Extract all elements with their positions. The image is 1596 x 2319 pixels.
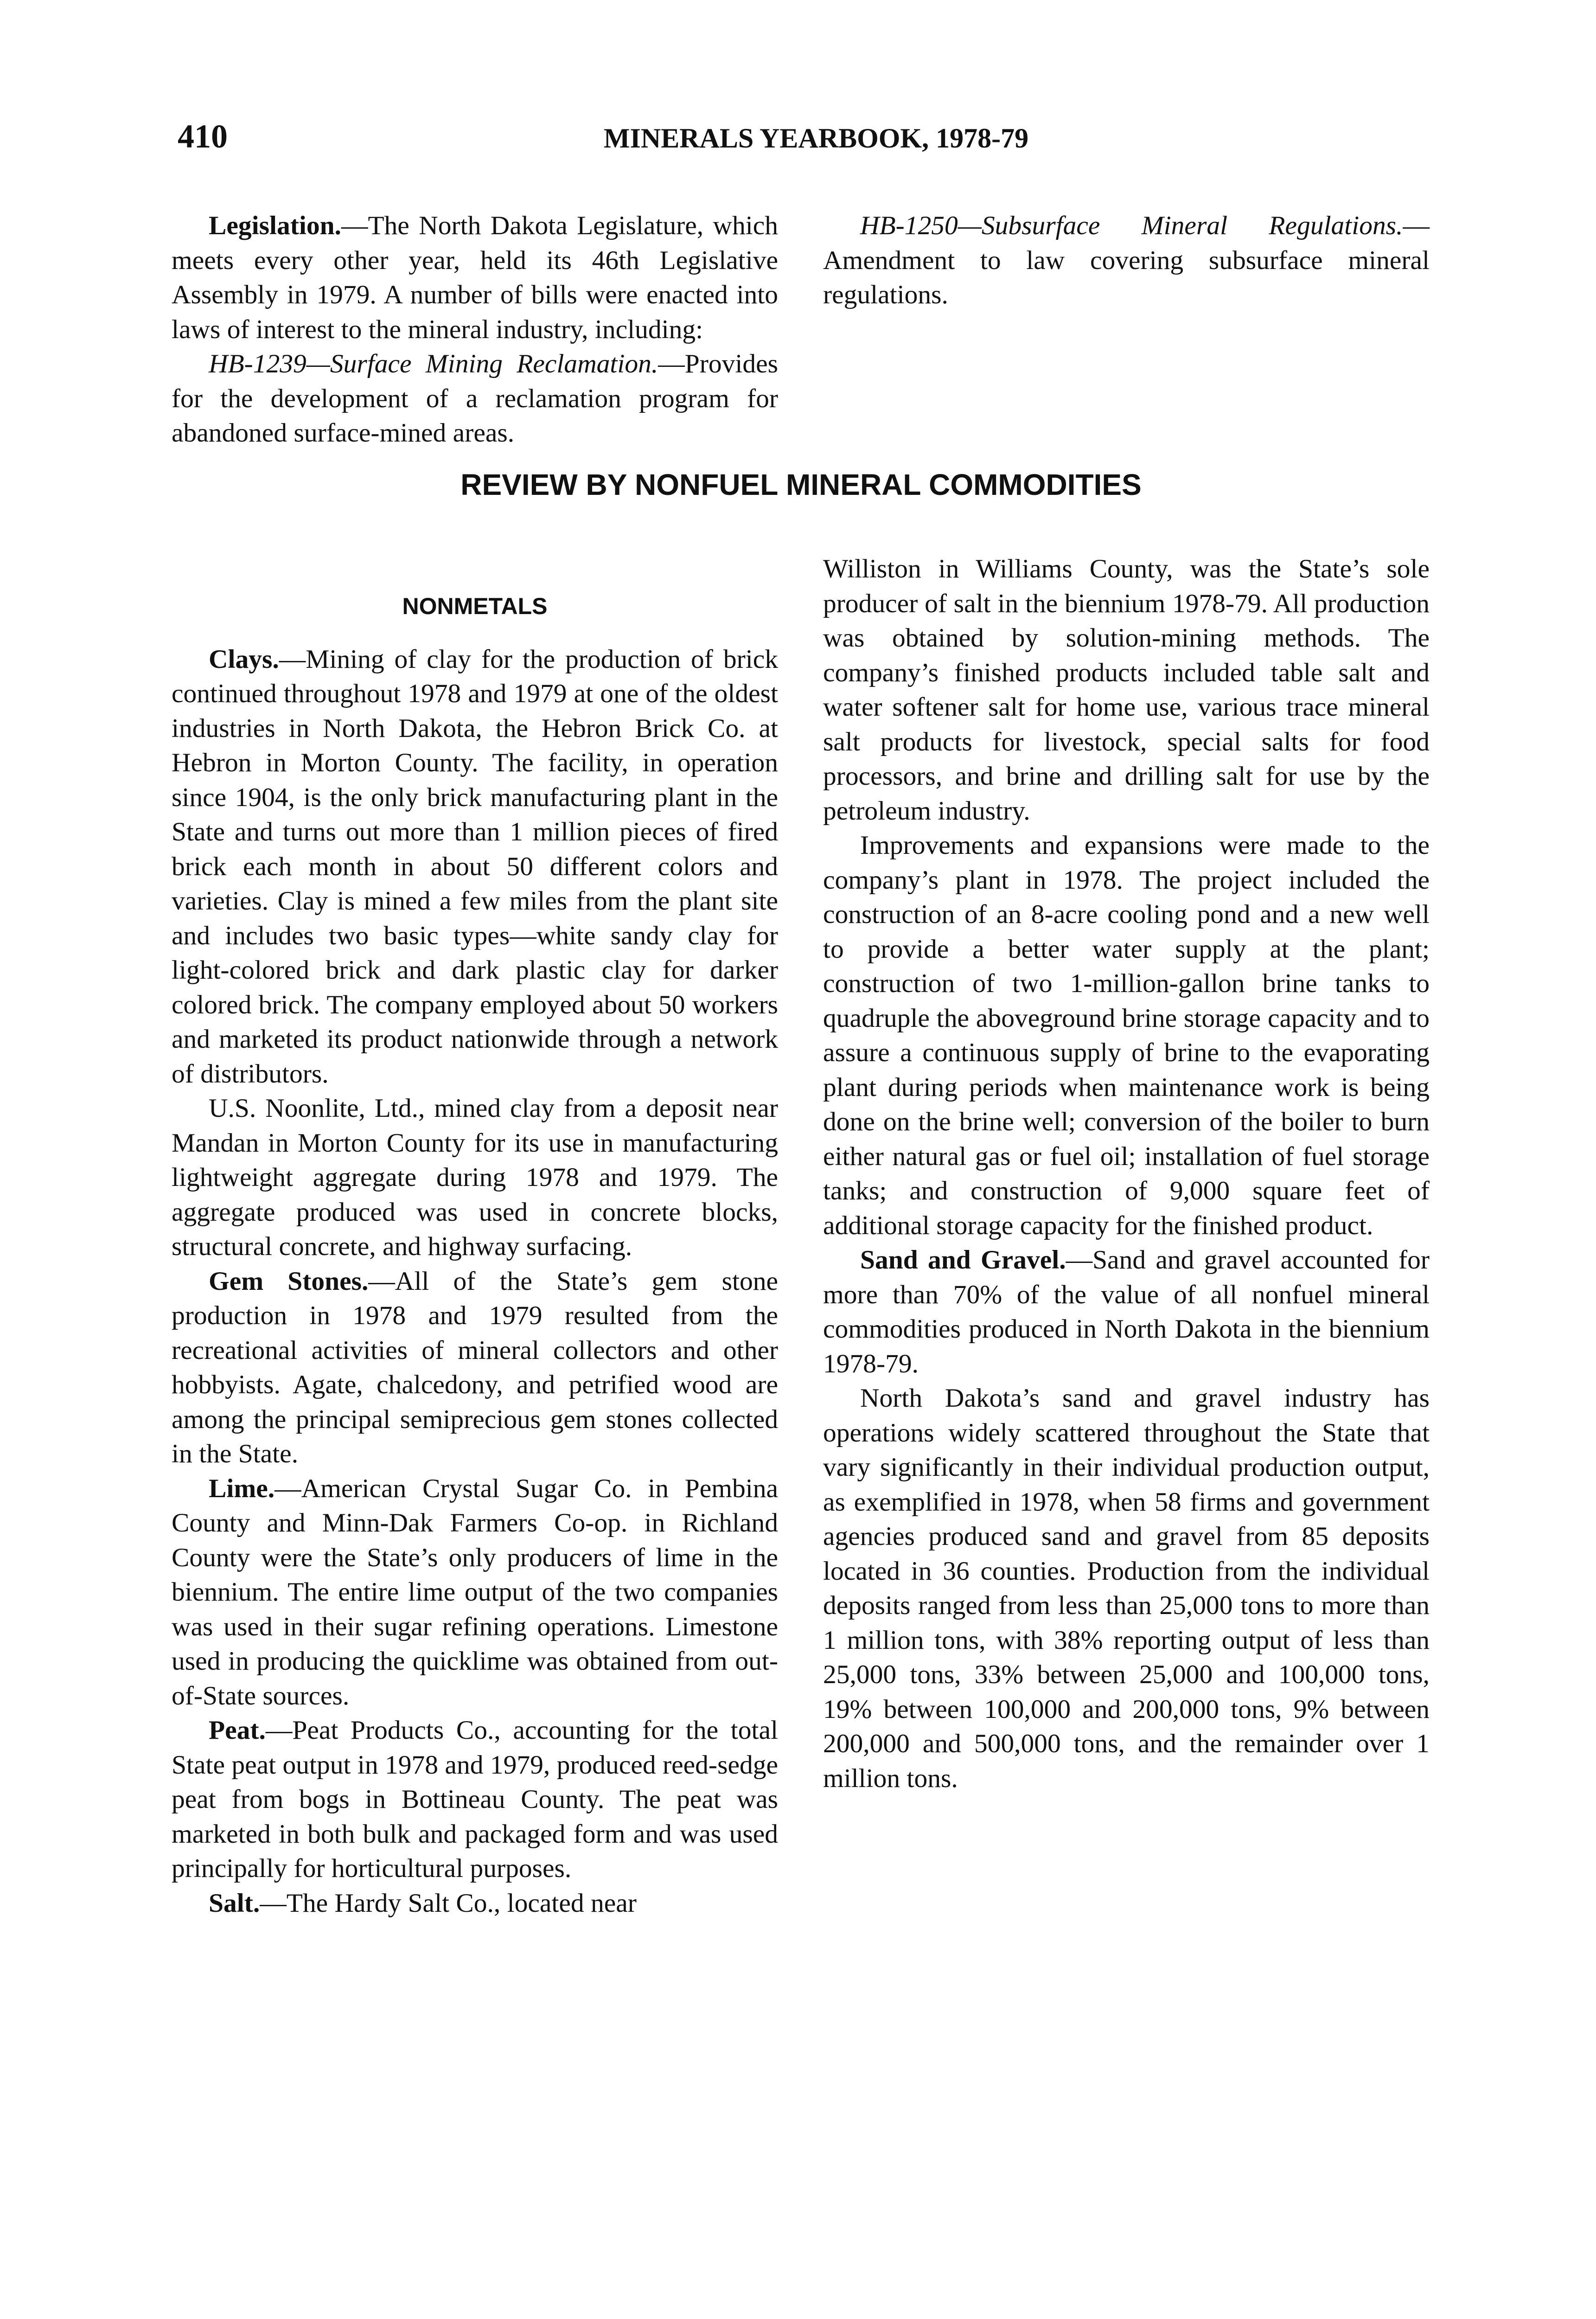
gem-stones-paragraph xyxy=(172,1264,778,1472)
salt-run-in: Salt. xyxy=(209,1888,260,1918)
bill-1250-title: HB-1250—Subsurface Mineral Regulations. xyxy=(860,211,1403,240)
commodities-column-left xyxy=(172,589,778,1921)
legislation-paragraph xyxy=(172,209,778,347)
bill-1239-text: —Provides for the development of a reclamation program for abandoned surface-mined areas. xyxy=(172,349,778,448)
clays-text-1: —Mining of clay for the production of brick continued throughout 1978 and 1979 at one of the oldest industries in North Dakota, the Hebron Brick Co. at Hebron in Morton County. The facility, in operation since 1904, is the only brick manufacturing plant in the State and turns out more than 1 million pieces of fired brick each month in about 50 different colors and varieties. Clay is mined a few miles from the plant site and includes two basic types—white sandy clay for light-colored brick and dark plastic clay for darker colored brick. The company employed about 50 workers and marketed its product nationwide through a network of distributors. xyxy=(172,644,778,1089)
lime-paragraph xyxy=(172,1472,778,1714)
bill-1250-paragraph xyxy=(823,209,1430,313)
lime-run-in: Lime. xyxy=(209,1473,275,1503)
gem-stones-text: —All of the State’s gem stone production in 1978 and 1979 resulted from the recreational activities of mineral collectors and other hobbyists. Agate, chalcedony, and petrified wood are among the principal semiprecious gem stones collected in the State. xyxy=(172,1266,778,1468)
legislation-column-right xyxy=(823,209,1430,313)
sand-gravel-paragraph-1 xyxy=(823,1243,1430,1381)
section-heading: REVIEW BY NONFUEL MINERAL COMMODITIES xyxy=(460,468,1142,501)
bill-1239-title: HB-1239—Surface Mining Reclamation. xyxy=(209,349,658,378)
clays-paragraph-1 xyxy=(172,642,778,1092)
peat-paragraph xyxy=(172,1713,778,1886)
bill-1239-paragraph xyxy=(172,347,778,451)
commodities-column-right xyxy=(823,552,1430,1796)
clays-paragraph-2: U.S. Noonlite, Ltd., mined clay from a deposit near Mandan in Morton County for its use in manufacturing lightweight aggregate during 1978 and 1979. The aggregate produced was used in concrete blocks, structural concrete, and highway surfacing. xyxy=(172,1094,778,1261)
salt-paragraph-continued: Williston in Williams County, was the State’s sole producer of salt in the biennium 1978-79. All production was obtained by solution-mining methods. The company’s finished products included table salt and water softener salt for home use, various trace mineral salt products for livestock, special salts for food processors, and brine and drilling salt for use by the petroleum industry. xyxy=(823,554,1430,826)
running-title: MINERALS YEARBOOK, 1978-79 xyxy=(603,123,1029,154)
peat-text: —Peat Products Co., accounting for the total State peat output in 1978 and 1979, produced reed-sedge peat from bogs in Bottineau County. The peat was marketed in both bulk and packaged form and was used principally for horticultural purposes. xyxy=(172,1716,778,1883)
legislation-intro-text: —The North Dakota Legislature, which meets every other year, held its 46th Legislative Assembly in 1979. A number of bills were enacted into laws of interest to the mineral industry, including: xyxy=(172,211,778,344)
legislation-run-in: Legislation. xyxy=(209,211,341,240)
legislation-column-left xyxy=(172,209,778,451)
sand-gravel-text-1: —Sand and gravel accounted for more than 70% of the value of all nonfuel mineral commodities produced in North Dakota in the biennium 1978-79. xyxy=(823,1245,1430,1378)
clays-run-in: Clays. xyxy=(209,644,279,674)
gem-stones-run-in: Gem Stones. xyxy=(209,1266,369,1296)
lime-text: —American Crystal Sugar Co. in Pembina County and Minn-Dak Farmers Co-op. in Richland County were the State’s only producers of lime in the biennium. The entire lime output of the two companies was used in their sugar refining operations. Limestone used in producing the quicklime was obtained from out-of-State sources. xyxy=(172,1473,778,1710)
page-number: 410 xyxy=(178,118,228,155)
salt-text-start: —The Hardy Salt Co., located near xyxy=(260,1888,637,1918)
bill-1250-text: —Amendment to law covering subsurface mineral regulations. xyxy=(823,211,1430,309)
sand-gravel-run-in: Sand and Gravel. xyxy=(860,1245,1066,1275)
peat-run-in: Peat. xyxy=(209,1716,266,1745)
sand-gravel-paragraph-2: North Dakota’s sand and gravel industry has operations widely scattered throughout the State that vary significantly in their individual production output, as exemplified in 1978, when 58 firms and government agencies produced sand and gravel from 85 deposits located in 36 counties. Production from the individual deposits ranged from less than 25,000 tons to more than 1 million tons, with 38% reporting output of less than 25,000 tons, 33% between 25,000 and 100,000 tons, 19% between 100,000 and 200,000 tons, 9% between 200,000 and 500,000 tons, and the remainder over 1 million tons. xyxy=(823,1384,1430,1793)
subsection-heading: NONMETALS xyxy=(402,593,548,619)
salt-paragraph-start xyxy=(172,1886,778,1921)
salt-paragraph-2: Improvements and expansions were made to the company’s plant in 1978. The project included the construction of an 8-acre cooling pond and a new well to provide a better water supply at the plant; construction of two 1-million-gallon brine tanks to quadruple the aboveground brine storage capacity and to assure a continuous supply of brine to the evaporating plant during periods when maintenance work is being done on the brine well; conversion of the boiler to burn either natural gas or fuel oil; installation of fuel storage tanks; and construction of 9,000 square feet of additional storage capacity for the finished product. xyxy=(823,831,1430,1240)
